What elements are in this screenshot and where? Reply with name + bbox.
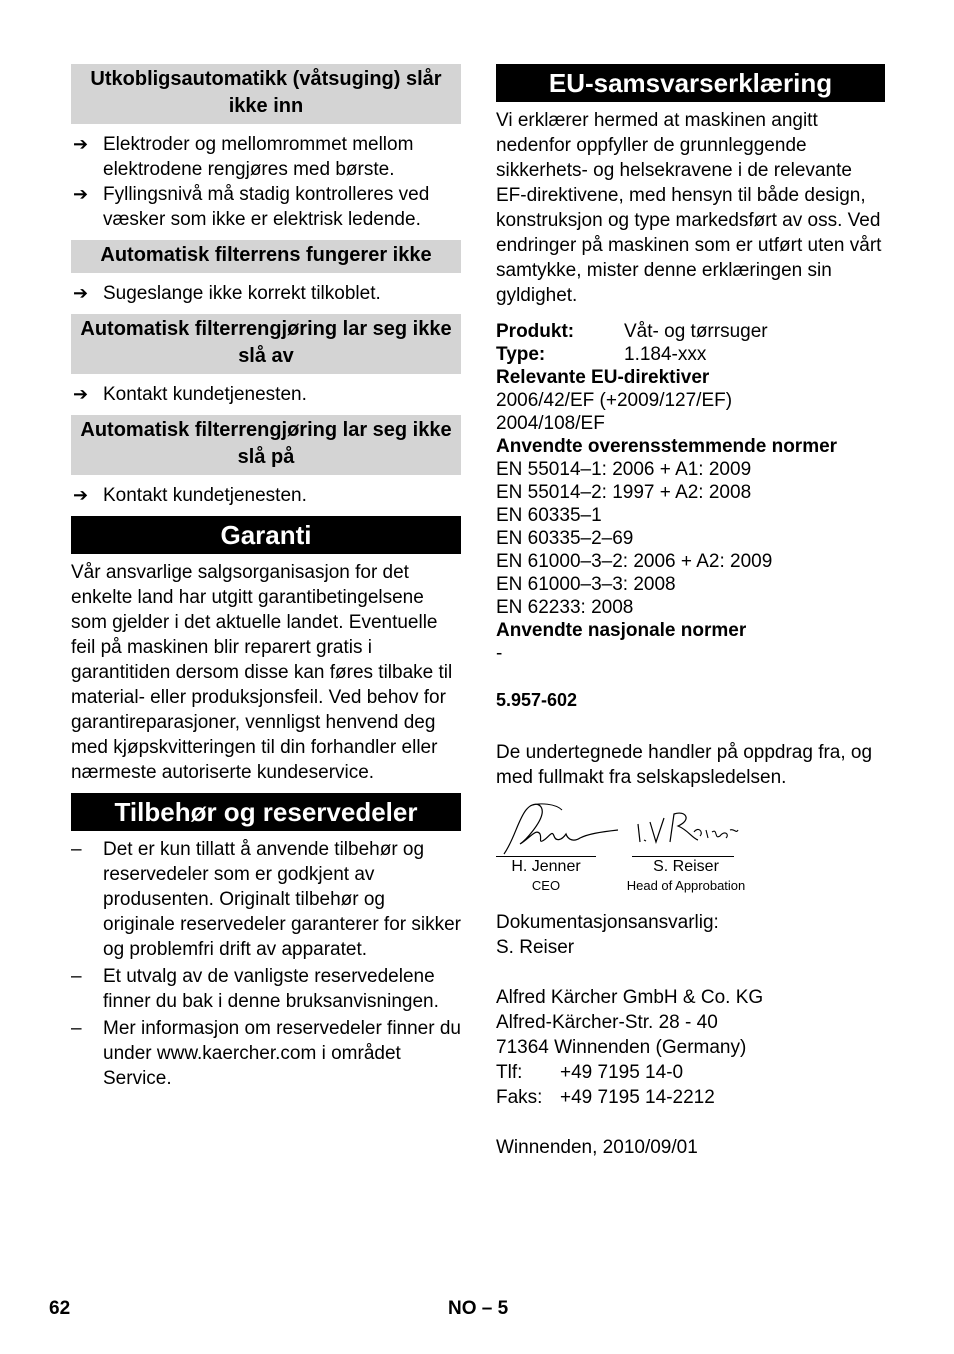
type-row: Type: 1.184-xxx	[496, 344, 707, 365]
sig1-name: H. Jenner	[511, 858, 581, 875]
nasjonale-value: -	[496, 643, 503, 664]
sig2-name: S. Reiser	[653, 858, 719, 875]
heading-tilbehor: Tilbehør og reservedeler	[71, 793, 461, 831]
arrow-icon: ➔	[73, 134, 89, 154]
dash-bullet: –	[71, 839, 82, 860]
section-title-filterrengjoring-av: Automatisk filterrengjøring lar seg ikke slå av	[71, 314, 461, 374]
norm-item: EN 61000–3–2: 2006 + A2: 2009	[496, 551, 773, 572]
norm-item: EN 55014–2: 1997 + A2: 2008	[496, 482, 752, 503]
list-filterrens	[71, 281, 461, 306]
direktiver-label: Relevante EU-direktiver	[496, 367, 710, 388]
doc-number: 5.957-602	[496, 690, 578, 710]
norm-item: EN 60335–2–69	[496, 528, 634, 549]
list-utkobling	[71, 132, 461, 232]
dok-label: Dokumentasjonsansvarlig:	[496, 912, 719, 933]
company-city: 71364 Winnenden (Germany)	[496, 1037, 747, 1058]
list-item: – Et utvalg av de vanligste reservedelene finner du bak i denne bruksanvisningen.	[71, 966, 439, 1012]
dok-name: S. Reiser	[496, 937, 575, 958]
arrow-icon: ➔	[73, 283, 89, 303]
list-item: – Det er kun tillatt å anvende tilbehør og reservedeler som er godkjent av produsenten. Originalt tilbehør og originale reservedeler garanterer for sikker og problemfri drift av apparatet.	[71, 839, 461, 960]
norm-item: EN 60335–1	[496, 505, 602, 526]
list-filterrengjoring-av	[71, 382, 461, 407]
signature-jenner	[496, 808, 596, 895]
signature-reiser	[624, 808, 748, 895]
place-date: Winnenden, 2010/09/01	[496, 1137, 698, 1158]
list-filterrengjoring-pa	[71, 483, 461, 508]
company-street: Alfred-Kärcher-Str. 28 - 40	[496, 1012, 718, 1033]
norm-item: EN 61000–3–3: 2008	[496, 574, 676, 595]
sig1-role: CEO	[531, 878, 561, 893]
nasjonale-label: Anvendte nasjonale normer	[496, 620, 747, 641]
list-item: ➔ Fyllingsnivå må stadig kontrolleres ved væsker som ikke er elektrisk ledende.	[73, 184, 430, 230]
direktiv-item: 2004/108/EF	[496, 413, 605, 434]
signatures	[496, 808, 885, 900]
sig2-role: Head of Approbation	[626, 878, 746, 893]
arrow-icon: ➔	[73, 184, 89, 204]
eu-text: Vi erklærer hermed at maskinen angitt nedenfor oppfyller de grunnleggende sikkerhets- og helsekravene i de relevante EF-direktivene, med hensyn til både design, konstruksjon og type markedsført av oss. Ved endringer på maskinen som er utført uten vårt samtykke, mister denne erklæringen sin gyldighet.	[496, 110, 882, 306]
norm-item: EN 62233: 2008	[496, 597, 634, 618]
produkt-row: Produkt: Våt- og tørrsuger	[496, 321, 768, 342]
list-item: ➔ Sugeslange ikke korrekt tilkoblet.	[73, 283, 381, 304]
tlf-row: Tlf: +49 7195 14-0	[496, 1062, 684, 1083]
arrow-icon: ➔	[73, 485, 89, 505]
list-item: – Mer informasjon om reservedeler finner du under www.kaercher.com i området Service.	[71, 1018, 461, 1089]
left-column	[71, 64, 461, 1099]
garanti-text: Vår ansvarlige salgsorganisasjon for det enkelte land har utgitt garantibetingelsene som gjelder i det aktuelle landet. Eventuelle feil på maskinen blir reparert gratis i garantitiden dersom disse kan føres tilbake til material- eller produksjonsfeil. Ved behov for garantireparasjoner, vennligst henvend deg med kjøpskvitteringen til din forhandler eller nærmeste autoriserte kundeservice.	[71, 562, 453, 783]
dash-bullet: –	[71, 966, 82, 987]
list-tilbehor	[71, 837, 461, 1091]
list-item: ➔ Kontakt kundetjenesten.	[73, 485, 307, 506]
heading-garanti: Garanti	[71, 516, 461, 554]
section-title-filterrens: Automatisk filterrens fungerer ikke	[71, 240, 461, 273]
dash-bullet: –	[71, 1018, 82, 1039]
normer-label: Anvendte overensstemmende normer	[496, 436, 838, 457]
signature-jenner-scribble	[496, 800, 620, 858]
list-item: ➔ Kontakt kundetjenesten.	[73, 384, 307, 405]
direktiv-item: 2006/42/EF (+2009/127/EF)	[496, 390, 733, 411]
section-title-filterrengjoring-pa: Automatisk filterrengjøring lar seg ikke slå på	[71, 415, 461, 475]
list-item: ➔ Elektroder og mellomrommet mellom elektrodene rengjøres med børste.	[73, 134, 414, 180]
arrow-icon: ➔	[73, 384, 89, 404]
faks-row: Faks: +49 7195 14-2212	[496, 1087, 715, 1108]
section-title-utkobling: Utkobligsautomatikk (våtsuging) slår ikke inn	[71, 64, 461, 124]
right-column	[496, 64, 885, 1160]
page-number: 62	[49, 1298, 71, 1319]
signature-reiser-scribble	[634, 808, 744, 852]
undertegnede-text: De undertegnede handler på oppdrag fra, og med fullmakt fra selskapsledelsen.	[496, 742, 873, 788]
company-name: Alfred Kärcher GmbH & Co. KG	[496, 987, 764, 1008]
norm-item: EN 55014–1: 2006 + A1: 2009	[496, 459, 752, 480]
heading-eu-samsvar: EU-samsvarserklæring	[496, 64, 885, 102]
section-label: NO – 5	[448, 1298, 509, 1319]
